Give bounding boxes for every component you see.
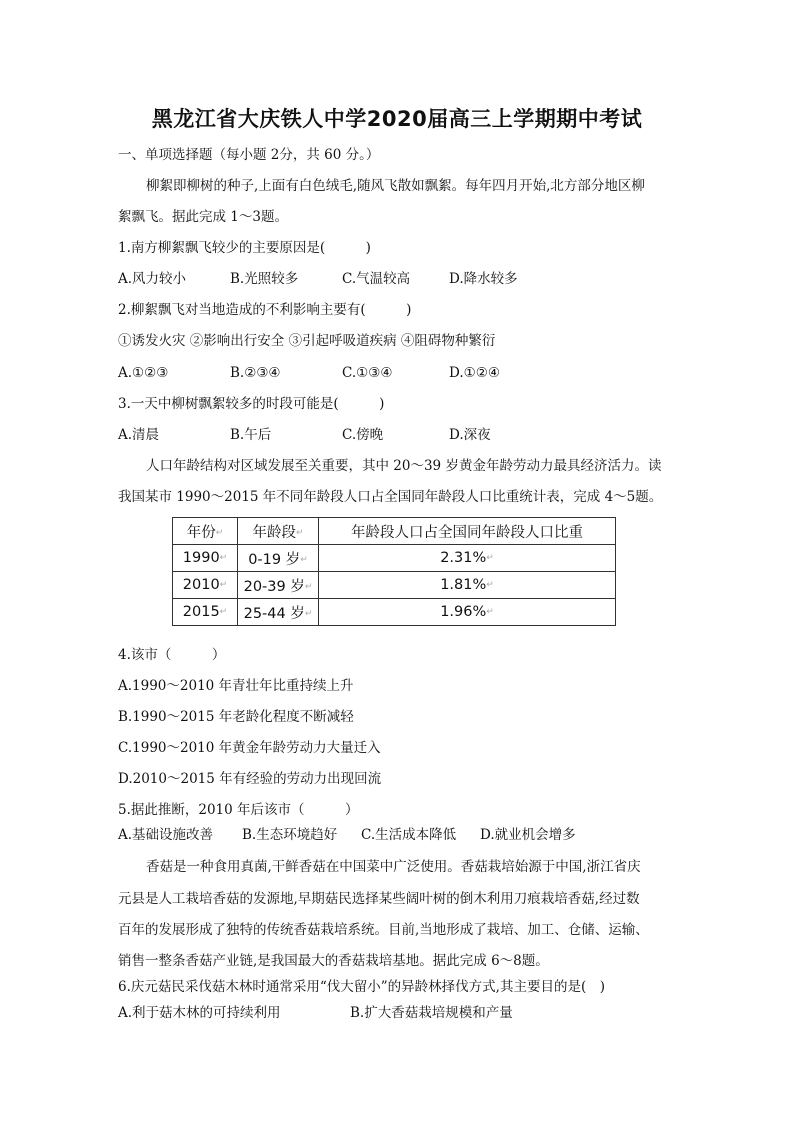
cell-proportion: 1.96%↵	[319, 599, 616, 626]
option-c: C.傍晚	[342, 427, 384, 443]
question-4-option-c: C.1990～2010 年黄金年龄劳动力大量迁入	[118, 740, 381, 756]
question-4-option-a: A.1990～2010 年青壮年比重持续上升	[118, 678, 354, 694]
option-a: A.利于菇木林的可持续利用	[118, 1005, 281, 1021]
passage3-line3: 百年的发展形成了独特的传统香菇栽培系统。目前,当地形成了栽培、加工、仓储、运输、	[118, 922, 649, 938]
passage3-line4: 销售一整条香菇产业链,是我国最大的香菇栽培基地。据此完成 6～8题。	[118, 953, 549, 969]
passage1-line2: 絮飘飞。据此完成 1～3题。	[118, 209, 288, 225]
option-b: B.②③④	[230, 365, 281, 381]
header-age-group: 年龄段↵	[238, 518, 319, 545]
passage3-line2: 元县是人工栽培香菇的发源地,早期菇民选择某些阔叶树的倒木利用刀痕栽培香菇,经过数	[118, 891, 640, 907]
cell-age-group: 0-19 岁↵	[238, 545, 319, 572]
option-b: B.光照较多	[230, 271, 299, 287]
option-a: A.①②③	[118, 365, 169, 381]
option-c: C.气温较高	[342, 271, 411, 287]
question-5-stem: 5.据此推断，2010 年后该市（ ）	[118, 802, 359, 818]
passage1-line1: 柳絮即柳树的种子,上面有白色绒毛,随风飞散如飘絮。每年四月开始,北方部分地区柳	[146, 178, 645, 194]
cell-year: 1990↵	[173, 545, 238, 572]
header-year: 年份↵	[173, 518, 238, 545]
passage2-line2: 我国某市 1990～2015 年不同年龄段人口占全国同年龄段人口比重统计表，完成 4～5题。	[118, 489, 663, 505]
table-row	[173, 545, 616, 572]
question-3-stem: 3.一天中柳树飘絮较多的时段可能是( )	[118, 396, 385, 412]
option-c: C.生活成本降低	[361, 827, 457, 843]
exam-title: 黑龙江省大庆铁人中学2020届高三上学期期中考试	[151, 107, 643, 131]
option-b: B.午后	[230, 427, 272, 443]
section-heading: 一、单项选择题（每小题 2分，共 60 分。）	[118, 147, 380, 163]
passage2-line1: 人口年龄结构对区域发展至关重要，其中 20～39 岁黄金年龄劳动力最具经济活力。读	[146, 458, 662, 474]
option-d: D.深夜	[449, 427, 491, 443]
option-b: B.扩大香菇栽培规模和产量	[350, 1005, 513, 1021]
cell-year: 2015↵	[173, 599, 238, 626]
table-row	[173, 599, 616, 626]
option-d: D.就业机会增多	[480, 827, 576, 843]
cell-proportion: 2.31%↵	[319, 545, 616, 572]
question-4-option-b: B.1990～2015 年老龄化程度不断减轻	[118, 709, 354, 725]
option-d: D.降水较多	[449, 271, 518, 287]
cell-age-group: 25-44 岁↵	[238, 599, 319, 626]
passage3-line1: 香菇是一种食用真菌,干鲜香菇在中国菜中广泛使用。香菇栽培始源于中国,浙江省庆	[146, 859, 641, 875]
option-a: A.风力较小	[118, 271, 187, 287]
option-b: B.生态环境趋好	[242, 827, 338, 843]
question-6-stem: 6.庆元菇民采伐菇木林时通常采用“伐大留小”的异龄林择伐方式,其主要目的是( )	[118, 979, 606, 995]
question-2-stem: 2.柳絮飘飞对当地造成的不利影响主要有( )	[118, 302, 412, 318]
question-1-stem: 1.南方柳絮飘飞较少的主要原因是( )	[118, 240, 371, 256]
option-c: C.①③④	[342, 365, 393, 381]
option-a: A.基础设施改善	[118, 827, 214, 843]
option-a: A.清晨	[118, 427, 160, 443]
header-proportion: 年龄段人口占全国同年龄段人口比重	[319, 518, 616, 545]
population-table	[172, 517, 616, 626]
cell-year: 2010↵	[173, 572, 238, 599]
question-2-items: ①诱发火灾 ②影响出行安全 ③引起呼吸道疾病 ④阻碍物种繁衍	[118, 333, 496, 349]
cell-age-group: 20-39 岁↵	[238, 572, 319, 599]
cell-proportion: 1.81%↵	[319, 572, 616, 599]
option-d: D.①②④	[449, 365, 500, 381]
table-row	[173, 572, 616, 599]
question-4-stem: 4.该市（ ）	[118, 647, 226, 663]
question-4-option-d: D.2010～2015 年有经验的劳动力出现回流	[118, 771, 382, 787]
table-header-row	[173, 518, 616, 545]
